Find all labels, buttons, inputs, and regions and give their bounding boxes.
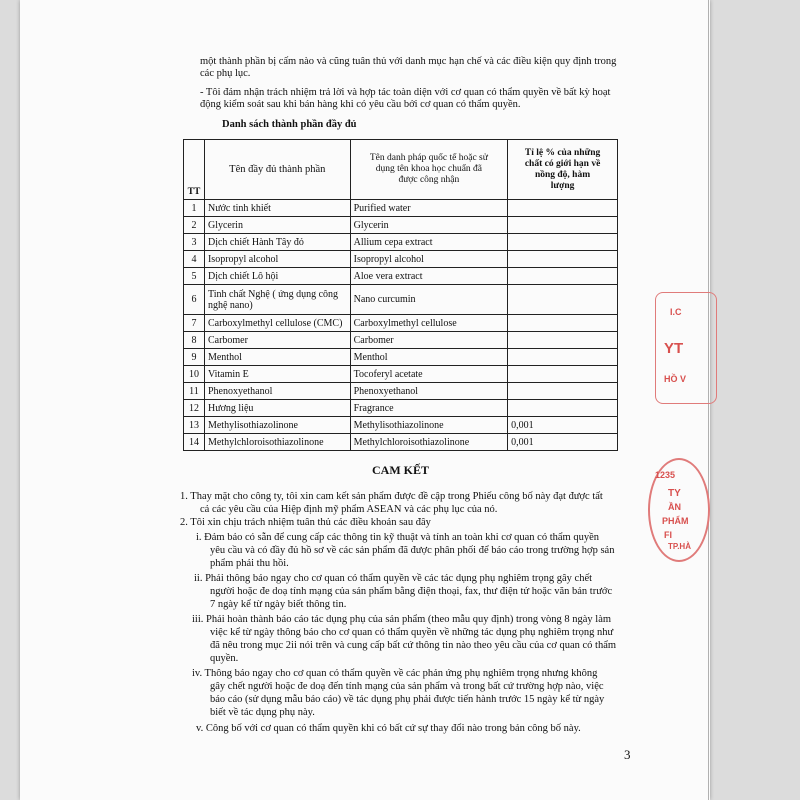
- row-pct: [508, 234, 618, 251]
- header-intl: [350, 140, 507, 200]
- commit-i-line3: phẩm phải thu hồi.: [210, 558, 289, 569]
- row-name-line2: nghệ nano): [207, 299, 253, 311]
- header-intl-line2: dụng tên khoa học chuẩn đã: [375, 164, 483, 174]
- stamp-text-fi: FI: [664, 530, 672, 540]
- row-intl: Methylchloroisothiazolinone: [350, 434, 507, 451]
- intro-line-3: - Tôi đảm nhận trách nhiệm trả lời và hợp tác toàn diện với cơ quan có thẩm quyền về bất kỳ hoạt: [200, 87, 611, 98]
- commit-p1-line2: cả các yêu cầu của Hiệp định mỹ phẩm ASEAN và các phụ lục của nó.: [200, 504, 498, 515]
- row-num: 5: [184, 268, 205, 285]
- row-name: Carbomer: [204, 332, 350, 349]
- commit-i-line1: i. Đảm bảo có sẵn để cung cấp các thông tin kỹ thuật và tính an toàn khi cơ quan có thẩm quyền: [196, 532, 599, 543]
- row-pct: [508, 400, 618, 417]
- row-num: 10: [184, 366, 205, 383]
- row-num: 8: [184, 332, 205, 349]
- stamp-text-pham: PHẨM: [662, 516, 689, 526]
- header-name: Tên đầy đủ thành phần: [204, 140, 350, 200]
- stamp-text-hov: HỒ V: [664, 374, 687, 384]
- commit-iii-line1: iii. Phải hoàn thành báo cáo tác dụng phụ của sản phẩm (theo mẫu quy định) trong vòng 8 ngày làm: [192, 614, 612, 625]
- row-num: 1: [184, 200, 205, 217]
- row-name-line1: Tinh chất Nghệ ( ứng dụng công: [207, 288, 339, 300]
- row-name: Hương liệu: [204, 400, 350, 417]
- table-row: [184, 268, 618, 285]
- table-row: [184, 417, 618, 434]
- row-name: Menthol: [204, 349, 350, 366]
- table-row: [184, 366, 618, 383]
- row-intl: Nano curcumin: [350, 285, 507, 315]
- row-intl: Tocoferyl acetate: [350, 366, 507, 383]
- commit-iii-line4: quyền.: [210, 653, 239, 664]
- header-pct-line4: lượng: [550, 180, 575, 191]
- row-pct: [508, 349, 618, 366]
- stamp-text-tp: TP.HÀ: [668, 542, 691, 551]
- table-row: [184, 234, 618, 251]
- row-name: Methylchloroisothiazolinone: [204, 434, 350, 451]
- stamp-text-an: ẦN: [668, 502, 681, 512]
- ingredient-list-title: Danh sách thành phần đầy đủ: [222, 119, 357, 130]
- stamp-text-ty: TY: [668, 488, 681, 499]
- row-intl: Purified water: [350, 200, 507, 217]
- row-pct: [508, 366, 618, 383]
- stamp-text-ic: I.C: [670, 307, 682, 317]
- row-num: 13: [184, 417, 205, 434]
- commit-p1-line1: 1. Thay mặt cho công ty, tôi xin cam kết sản phẩm được đề cập trong Phiếu công bố này đạt được tất: [180, 491, 603, 502]
- header-intl-line1: Tên danh pháp quốc tế hoặc sử: [369, 153, 488, 163]
- header-intl-line3: được công nhận: [398, 175, 460, 185]
- table-row: [184, 332, 618, 349]
- commit-iii-line2: việc kể từ ngày thông báo cho cơ quan có thẩm quyền về những tác dụng phụ nghiêm trọng như: [210, 627, 614, 638]
- row-intl: Allium cepa extract: [350, 234, 507, 251]
- row-num: 9: [184, 349, 205, 366]
- commit-v-line1: v. Công bố với cơ quan có thẩm quyền khi có bất cứ sự thay đổi nào trong bản công bố này.: [196, 723, 581, 734]
- row-num: 7: [184, 315, 205, 332]
- row-intl: Carbomer: [350, 332, 507, 349]
- intro-line-2: các phụ lục.: [200, 68, 251, 79]
- row-name: Dịch chiết Lô hội: [204, 268, 350, 285]
- header-pct-line2: chất có giới hạn về: [524, 158, 601, 169]
- header-pct: [508, 140, 618, 200]
- header-pct-line3: nồng độ, hàm: [534, 169, 591, 180]
- row-name: Carboxylmethyl cellulose (CMC): [204, 315, 350, 332]
- row-intl: Isopropyl alcohol: [350, 251, 507, 268]
- commit-title: CAM KẾT: [372, 463, 429, 477]
- row-name: Methylisothiazolinone: [204, 417, 350, 434]
- row-name: Nước tinh khiết: [204, 200, 350, 217]
- row-intl: Menthol: [350, 349, 507, 366]
- row-pct: [508, 315, 618, 332]
- row-pct: [508, 217, 618, 234]
- row-pct: [508, 268, 618, 285]
- commit-iv-line2: gây chết người hoặc đe doạ đến tính mạng của sản phẩm và trong bất cứ trường hợp nào, việc: [210, 681, 604, 692]
- row-pct: [508, 285, 618, 315]
- page-number: 3: [624, 747, 631, 762]
- row-name: Dịch chiết Hành Tây đỏ: [204, 234, 350, 251]
- stamp-text-1235: 1235: [655, 470, 676, 480]
- commit-ii-line3: 7 ngày kể từ ngày biết thông tin.: [210, 599, 347, 610]
- commit-i-line2: yêu cầu và có đầy đủ hồ sơ về các sản phẩm đã được phân phối để báo cáo trong trường hợp sản: [210, 545, 615, 556]
- row-name: Isopropyl alcohol: [204, 251, 350, 268]
- table-row: [184, 200, 618, 217]
- row-pct: 0,001: [508, 434, 618, 451]
- table-row: [184, 383, 618, 400]
- commit-ii-line1: ii. Phải thông báo ngay cho cơ quan có thẩm quyền về các tác dụng phụ nghiêm trọng gây chết: [194, 573, 593, 584]
- table-row: [184, 400, 618, 417]
- row-pct: [508, 200, 618, 217]
- table-row: [184, 315, 618, 332]
- row-name: Glycerin: [204, 217, 350, 234]
- row-intl: Methylisothiazolinone: [350, 417, 507, 434]
- commit-ii-line2: người hoặc đe doạ tính mạng của sản phẩm bằng điện thoại, fax, thư điện tử hoặc văn bản trước: [210, 586, 613, 597]
- row-intl: Phenoxyethanol: [350, 383, 507, 400]
- row-intl: Carboxylmethyl cellulose: [350, 315, 507, 332]
- header-pct-line1: Tỉ lệ % của những: [524, 147, 601, 158]
- row-name: [204, 285, 350, 315]
- ingredient-table: [183, 139, 618, 451]
- row-num: 11: [184, 383, 205, 400]
- row-num: 2: [184, 217, 205, 234]
- stamp-text-yt: YT: [664, 340, 684, 357]
- table-row: [184, 434, 618, 451]
- row-num: 12: [184, 400, 205, 417]
- row-pct: 0,001: [508, 417, 618, 434]
- row-num: 6: [184, 285, 205, 315]
- commit-iv-line4: biết về tác dụng phụ này.: [210, 707, 315, 718]
- table-row: [184, 285, 618, 315]
- row-name: Vitamin E: [204, 366, 350, 383]
- intro-line-4: động kiểm soát sau khi bán hàng khi có yêu cầu bởi cơ quan có thẩm quyền.: [200, 99, 521, 110]
- intro-line-1: một thành phần bị cấm nào và cũng tuân thủ với danh mục hạn chế và các điều kiện quy định trong: [200, 56, 617, 67]
- table-row: [184, 251, 618, 268]
- commit-iv-line1: iv. Thông báo ngay cho cơ quan có thẩm quyền về các phản ứng phụ nghiêm trọng nhưng không: [192, 668, 598, 679]
- commit-iv-line3: báo cáo (sử dụng mẫu báo cáo) về tác dụng phụ phải được tiến hành trước 15 ngày kể từ ngày: [210, 694, 605, 705]
- row-pct: [508, 332, 618, 349]
- row-num: 4: [184, 251, 205, 268]
- commit-iii-line3: đã nêu trong mục 2ii nói trên và cung cấp bất cứ thông tin nào theo yêu cầu của cơ quan có thẩm: [210, 640, 617, 651]
- header-tt: TT: [184, 140, 205, 200]
- row-num: 14: [184, 434, 205, 451]
- row-num: 3: [184, 234, 205, 251]
- commit-p2-line1: 2. Tôi xin chịu trách nhiệm tuân thủ các điều khoản sau đây: [180, 517, 431, 528]
- row-name: Phenoxyethanol: [204, 383, 350, 400]
- table-row: [184, 217, 618, 234]
- row-intl: Glycerin: [350, 217, 507, 234]
- row-pct: [508, 251, 618, 268]
- table-row: [184, 349, 618, 366]
- row-intl: Aloe vera extract: [350, 268, 507, 285]
- row-intl: Fragrance: [350, 400, 507, 417]
- table-header-row: [184, 140, 618, 200]
- row-pct: [508, 383, 618, 400]
